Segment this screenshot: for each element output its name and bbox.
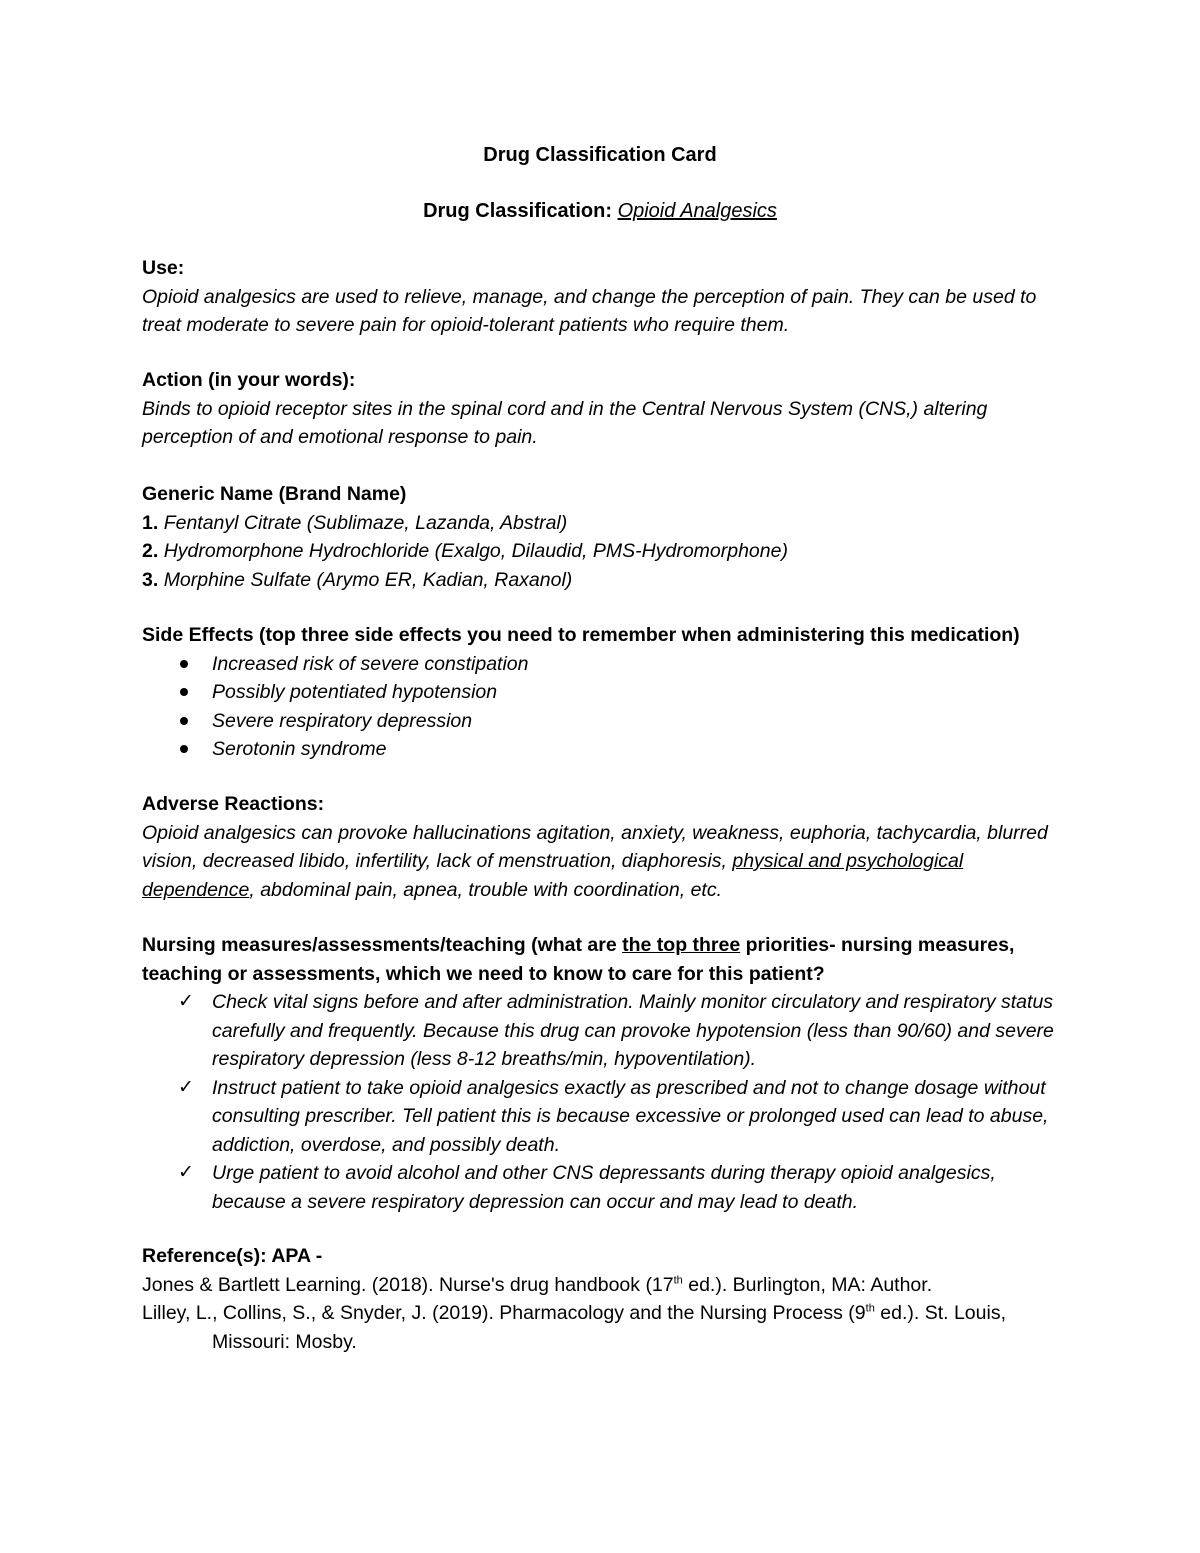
superscript: th bbox=[865, 1302, 875, 1315]
nursing-item-line: Check vital signs before and after administration. Mainly monitor circulatory and respiratory status bbox=[212, 991, 1054, 1013]
side-effect-text: Increased risk of severe constipation bbox=[212, 652, 529, 675]
checkmark-icon: ✓ bbox=[178, 1162, 194, 1183]
item-text: Fentanyl Citrate (Sublimaze, Lazanda, Abstral) bbox=[163, 511, 568, 534]
drug-classification-line bbox=[0, 200, 1200, 223]
nursing-item-line: addiction, overdose, and possibly death. bbox=[212, 1133, 560, 1156]
page-title: Drug Classification Card bbox=[483, 144, 717, 166]
action-text-line-1: Binds to opioid receptor sites in the spinal cord and in the Central Nervous System (CNS,) altering bbox=[142, 397, 988, 420]
generic-names-heading: Generic Name (Brand Name) bbox=[142, 483, 407, 505]
checkmark-icon: ✓ bbox=[178, 991, 194, 1012]
reference-item bbox=[142, 1271, 1102, 1300]
checkmark-icon: ✓ bbox=[178, 1076, 194, 1098]
item-number: 1. bbox=[142, 511, 159, 534]
adverse-reactions-section bbox=[142, 790, 1048, 904]
generic-name-item bbox=[142, 537, 1042, 566]
adverse-text: , abdominal pain, apnea, trouble with coordination, etc. bbox=[249, 878, 722, 901]
classification-value: Opioid Analgesics bbox=[617, 200, 777, 222]
adverse-text-line-2 bbox=[142, 847, 1042, 876]
adverse-underlined-text: dependence bbox=[142, 878, 250, 901]
action-section bbox=[142, 366, 1042, 452]
adverse-text: vision, decreased libido, infertility, lack of menstruation, diaphoresis, bbox=[142, 850, 733, 872]
reference-text: Lilley, L., Collins, S., & Snyder, J. (2019). Pharmacology and the Nursing Process (9 bbox=[142, 1302, 866, 1324]
list-item bbox=[142, 650, 1042, 679]
side-effects-section bbox=[142, 621, 1042, 764]
list-item bbox=[142, 988, 1082, 1074]
bullet-icon bbox=[180, 717, 188, 725]
list-item bbox=[142, 1159, 1082, 1216]
reference-item bbox=[142, 1299, 1102, 1328]
use-text-line-2: treat moderate to severe pain for opioid-tolerant patients who require them. bbox=[142, 314, 790, 336]
references-section bbox=[142, 1242, 1102, 1356]
action-text-line-2: perception of and emotional response to pain. bbox=[142, 426, 538, 448]
nursing-heading-underlined: the top three bbox=[622, 934, 741, 956]
nursing-section bbox=[142, 931, 1082, 1216]
item-text: Morphine Sulfate (Arymo ER, Kadian, Raxanol) bbox=[163, 568, 573, 591]
nursing-item-line: because a severe respiratory depression can occur and may lead to death. bbox=[212, 1190, 859, 1213]
use-heading: Use: bbox=[142, 257, 185, 279]
list-item bbox=[142, 707, 1042, 736]
bullet-icon bbox=[180, 745, 188, 753]
reference-continuation: Missouri: Mosby. bbox=[212, 1330, 357, 1353]
bullet-icon bbox=[180, 660, 188, 668]
adverse-underlined-text: physical and psychological bbox=[732, 850, 964, 872]
nursing-item-line: Urge patient to avoid alcohol and other CNS depressants during therapy opioid analgesics, bbox=[212, 1162, 996, 1184]
nursing-item-line: consulting prescriber. Tell patient this is because excessive or prolonged used can lead to abuse, bbox=[212, 1105, 1049, 1127]
side-effect-text: Serotonin syndrome bbox=[212, 738, 387, 760]
item-text: Hydromorphone Hydrochloride (Exalgo, Dilaudid, PMS-Hydromorphone) bbox=[163, 540, 788, 562]
nursing-heading-text: priorities- nursing measures, bbox=[740, 934, 1015, 956]
generic-name-item bbox=[142, 566, 1042, 595]
adverse-text-line-1: Opioid analgesics can provoke hallucinations agitation, anxiety, weakness, euphoria, tachycardia, blurred bbox=[142, 821, 1048, 844]
reference-text: ed.). Burlington, MA: Author. bbox=[682, 1273, 933, 1296]
nursing-list bbox=[142, 988, 1082, 1216]
nursing-item-line: Instruct patient to take opioid analgesics exactly as prescribed and not to change dosage without bbox=[212, 1076, 1046, 1099]
list-item bbox=[142, 678, 1042, 707]
item-number: 2. bbox=[142, 540, 159, 562]
reference-text: Jones & Bartlett Learning. (2018). Nurse's drug handbook (17 bbox=[142, 1273, 674, 1296]
side-effect-text: Possibly potentiated hypotension bbox=[212, 681, 498, 703]
side-effect-text: Severe respiratory depression bbox=[212, 709, 473, 732]
side-effects-heading: Side Effects (top three side effects you need to remember when administering this medication) bbox=[142, 624, 1020, 646]
item-number: 3. bbox=[142, 568, 159, 591]
use-section bbox=[142, 254, 1042, 340]
classification-label: Drug Classification: bbox=[423, 200, 612, 222]
nursing-item-line: respiratory depression (less 8-12 breaths/min, hypoventilation). bbox=[212, 1048, 757, 1070]
generic-name-item bbox=[142, 509, 1042, 538]
use-text-line-1: Opioid analgesics are used to relieve, manage, and change the perception of pain. They can be used to bbox=[142, 285, 1037, 308]
reference-text: ed.). St. Louis, bbox=[874, 1302, 1006, 1324]
list-item bbox=[142, 1074, 1082, 1160]
generic-names-section bbox=[142, 480, 1042, 594]
nursing-heading-line-2: teaching or assessments, which we need to know to care for this patient? bbox=[142, 962, 825, 985]
adverse-text-line-3 bbox=[142, 876, 1042, 905]
bullet-icon bbox=[180, 688, 188, 696]
nursing-heading-text: Nursing measures/assessments/teaching (what are bbox=[142, 934, 623, 956]
side-effects-list bbox=[142, 650, 1042, 764]
nursing-item-line: carefully and frequently. Because this drug can provoke hypotension (less than 90/60) and severe bbox=[212, 1019, 1054, 1042]
adverse-heading: Adverse Reactions: bbox=[142, 793, 325, 815]
references-heading: Reference(s): APA - bbox=[142, 1245, 323, 1267]
list-item bbox=[142, 735, 1042, 764]
nursing-heading-line-1 bbox=[142, 931, 1082, 960]
action-heading: Action (in your words): bbox=[142, 369, 356, 391]
superscript: th bbox=[673, 1274, 683, 1286]
